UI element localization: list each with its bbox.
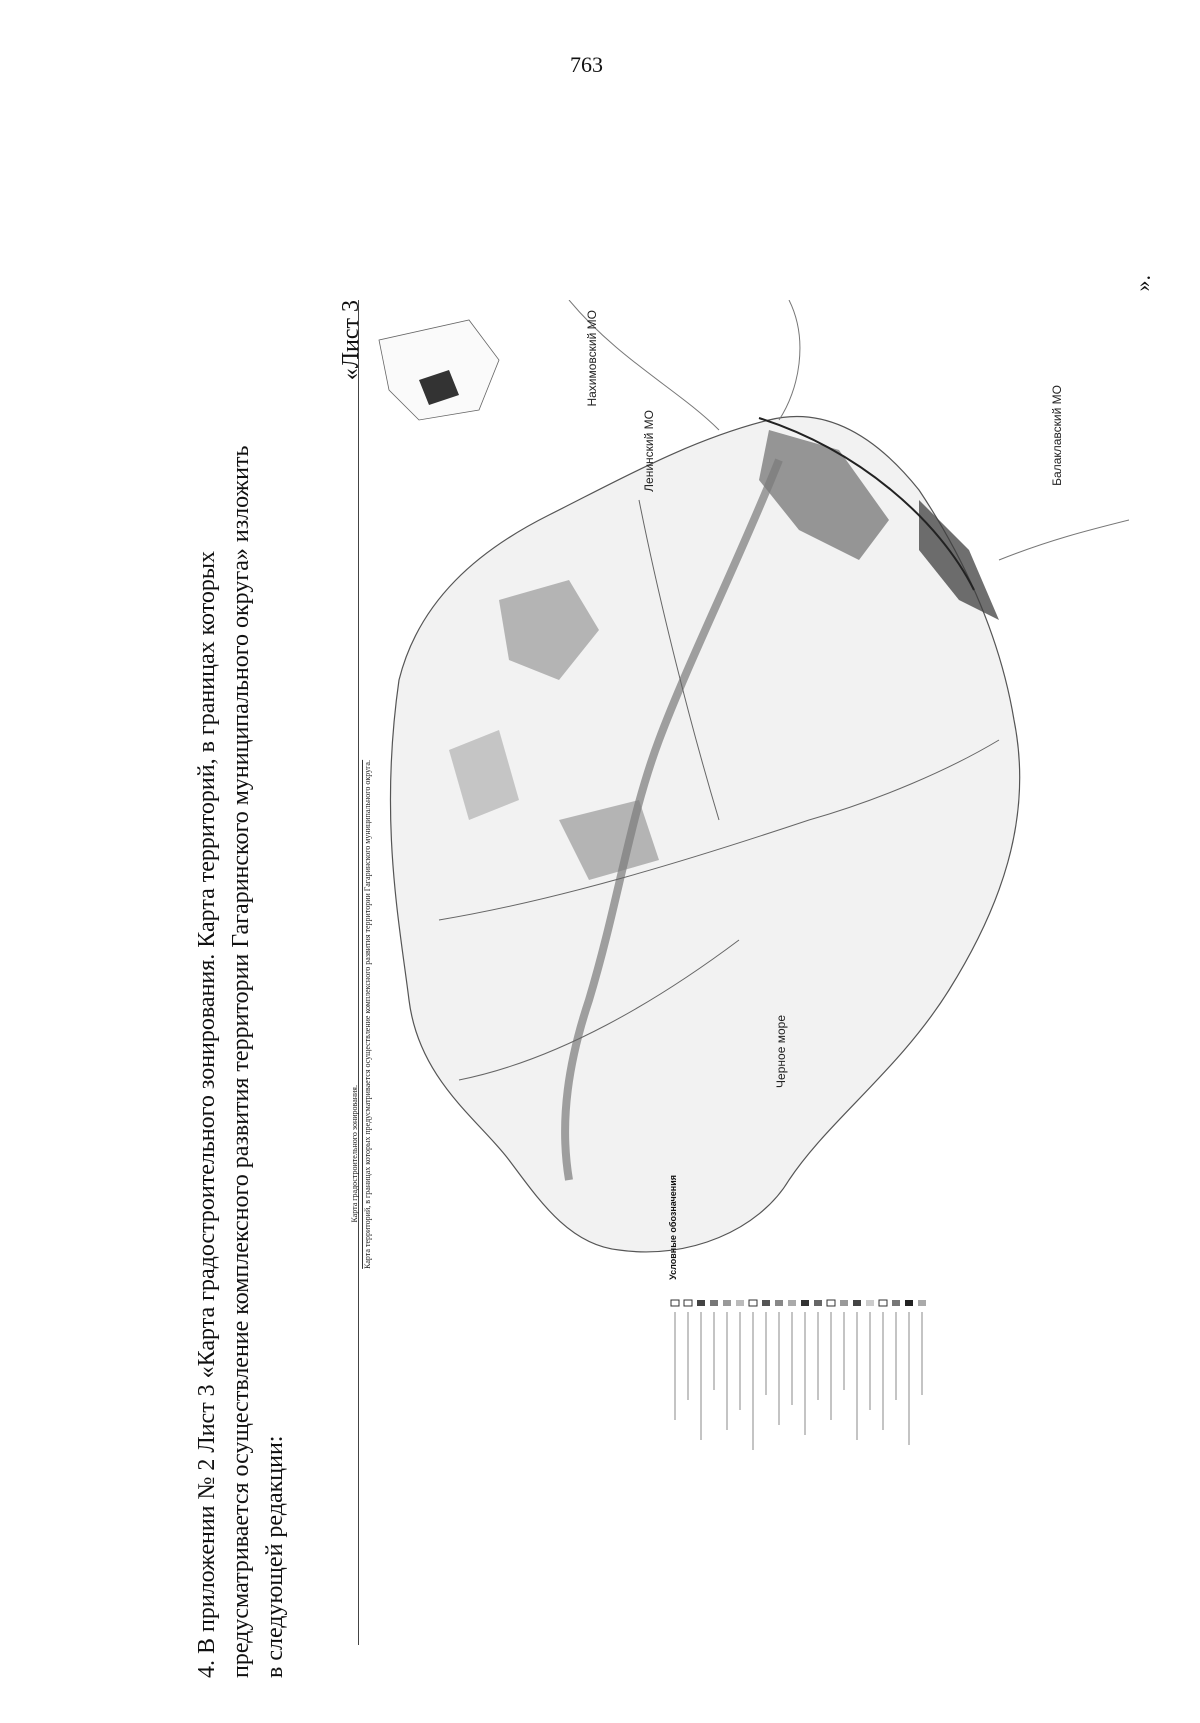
paragraph-line-2: предусматривается осуществление комплексного развития территории Гагаринского муниципального округа» изложить [228,445,254,1678]
map-caption-subtitle: Карта территорий, в границах которых предусматривается осуществление комплексного развития территории Гагаринского муниципального округа. [363,760,372,1269]
paragraph-line-3: в следующей редакции: [262,1435,288,1678]
zoning-map-graphic [359,300,1129,1645]
page-number: 763 [570,52,603,77]
map-caption-title: Карта градостроительного зонирования. [350,1085,359,1223]
map-label-black-sea: Черное море [774,1015,788,1088]
sheet-label: «Лист 3 [338,300,364,381]
district-boundary-2 [779,300,800,420]
amendment-paragraph [190,118,288,1678]
district-boundary-3 [999,520,1129,560]
zoning-map-figure [358,300,1129,1645]
paragraph-line-1: 4. В приложении № 2 Лист 3 «Карта градостроительного зонирования. Карта территорий, в границах которых [194,550,220,1678]
inset-locator-map [379,320,499,420]
legend-swatches [671,1300,926,1306]
legend-title: Условные обозначения [668,1175,678,1280]
map-label-balaklavsky: Балаклавский МО [1050,385,1064,486]
closing-quote: ». [1130,275,1155,292]
map-label-leninsky: Ленинский МО [642,410,656,492]
legend-text-lines [675,1312,922,1450]
map-label-nakhimovsky: Нахимовский МО [585,310,599,407]
